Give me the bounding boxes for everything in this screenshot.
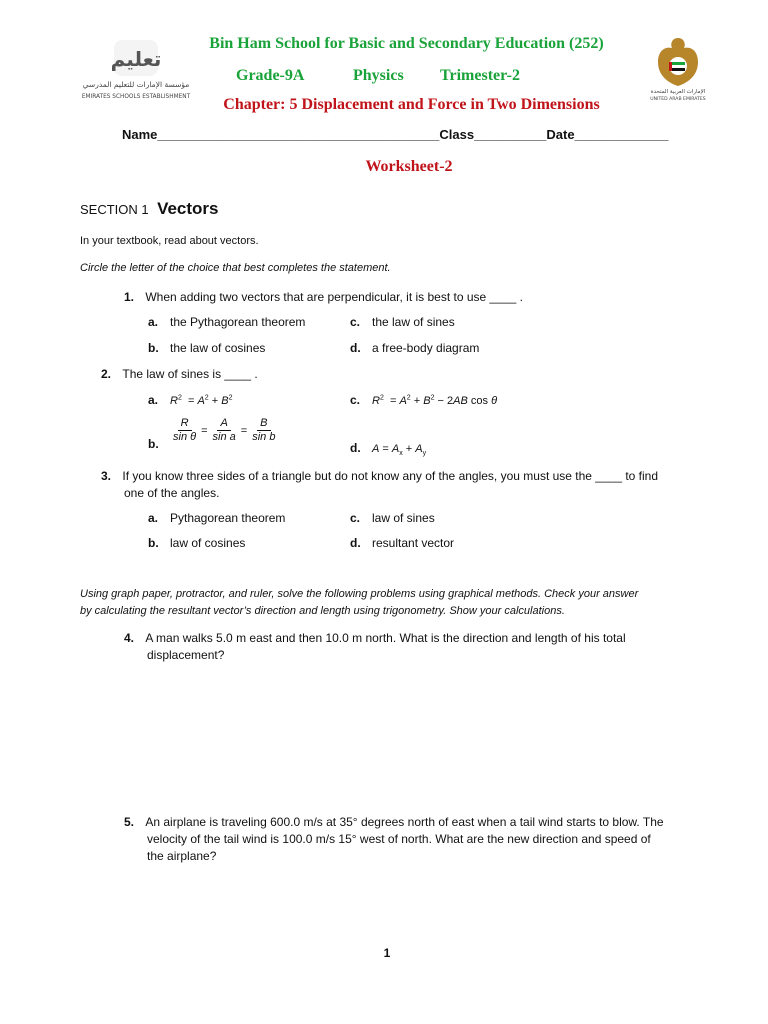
question-text: When adding two vectors that are perpendicular, it is best to use ____ .	[145, 290, 523, 304]
page-number: 1	[383, 946, 391, 960]
problem-number: 4.	[124, 631, 135, 645]
option-letter: d.	[350, 341, 361, 355]
option-2a[interactable]	[148, 393, 233, 407]
option-3c[interactable]	[350, 511, 435, 525]
subject-label: Physics	[353, 67, 404, 84]
option-text: resultant vector	[372, 536, 455, 550]
section-number: SECTION 1	[80, 202, 149, 217]
option-text: law of sines	[372, 511, 435, 525]
option-letter: b.	[148, 436, 159, 451]
school-name: Bin Ham School for Basic and Secondary Education (252)	[209, 35, 604, 52]
problem-text: An airplane is traveling 600.0 m/s at 35° degrees north of east when a tail wind starts to blow. The velocity of the tail wind is 100.0 m/s 15° west of north. What are the new direction and speed of the airplane?	[145, 815, 664, 863]
option-1a[interactable]	[148, 315, 305, 329]
option-2c[interactable]	[350, 393, 497, 407]
option-3b[interactable]	[148, 536, 245, 550]
question-number: 3.	[101, 469, 112, 483]
option-text: the law of sines	[372, 315, 455, 329]
option-letter: a.	[148, 315, 159, 329]
question-text: If you know three sides of a triangle but do not know any of the angles, you must use the ____ to find one of the angles.	[122, 469, 659, 500]
option-letter: d.	[350, 441, 361, 455]
question-number: 1.	[124, 290, 135, 304]
option-text: a free-body diagram	[372, 341, 480, 355]
fraction-a: $\frac{A}{\text{sin a}}$	[212, 417, 236, 443]
name-class-date-line: Name_______________________________________Class__________Date_____________	[122, 127, 669, 142]
fraction-r: $\frac{R}{\text{sin θ}}$	[173, 417, 197, 443]
option-1b[interactable]	[148, 341, 265, 355]
option-2b[interactable]	[148, 417, 278, 451]
option-text: law of cosines	[170, 536, 246, 550]
question-2	[101, 366, 661, 383]
logo-arabic-caption: مؤسسة الإمارات للتعليم المدرسي	[82, 80, 190, 89]
logo-arabic-word: تعليم	[110, 47, 162, 71]
grade-label: Grade-9A	[236, 67, 305, 84]
question-3	[101, 468, 661, 502]
problem-text: A man walks 5.0 m east and then 10.0 m north. What is the direction and length of his total displacement?	[145, 631, 626, 662]
emblem-arabic-caption: الإمارات العربية المتحدة	[650, 89, 706, 95]
emblem-english-caption: UNITED ARAB EMIRATES	[650, 97, 706, 102]
option-3d[interactable]	[350, 536, 454, 550]
option-text: Pythagorean theorem	[170, 511, 286, 525]
question-1	[124, 289, 684, 306]
option-letter: b.	[148, 536, 159, 550]
option-text: the Pythagorean theorem	[170, 315, 306, 329]
option-letter: a.	[148, 393, 159, 407]
logo-english-caption: EMIRATES SCHOOLS ESTABLISHMENT	[81, 94, 191, 100]
option-letter: d.	[350, 536, 361, 550]
option-1d[interactable]	[350, 341, 479, 355]
worksheet-title: Worksheet-2	[365, 158, 453, 175]
option-text: the law of cosines	[170, 341, 266, 355]
option-letter: b.	[148, 341, 159, 355]
problem-number: 5.	[124, 815, 135, 829]
instruction-text: Circle the letter of the choice that best completes the statement.	[80, 262, 391, 274]
intro-text: In your textbook, read about vectors.	[80, 235, 259, 247]
trimester-label: Trimester-2	[440, 67, 520, 84]
section-title: Vectors	[157, 199, 219, 218]
graphical-methods-instruction: Using graph paper, protractor, and ruler, solve the following problems using graphical methods. Check your answer by calculating the resultant vector’s direction and length using trigonometry. Show your calculations.	[80, 588, 639, 617]
question-text: The law of sines is ____ .	[122, 367, 258, 381]
problem-4	[124, 630, 669, 664]
formula-component-sum: $A = A_x + A_y$	[372, 443, 427, 458]
formula-pythagorean: $R^2 = A^2 + B^2$	[170, 394, 233, 407]
fraction-b: $\frac{B}{\text{sin b}}$	[252, 417, 276, 443]
option-letter: c.	[350, 393, 361, 407]
option-3a[interactable]	[148, 511, 285, 525]
question-number: 2.	[101, 367, 112, 381]
option-letter: a.	[148, 511, 159, 525]
chapter-title: Chapter: 5 Displacement and Force in Two Dimensions	[223, 96, 600, 113]
option-1c[interactable]	[350, 315, 455, 329]
section-heading	[80, 199, 219, 219]
option-letter: c.	[350, 511, 361, 525]
option-2d[interactable]	[350, 441, 426, 457]
formula-law-of-sines: $\frac{R}{\text{sin θ}}$ = $\frac{A}{\text{sin a}}$ = $\frac{B}{\text{sin b}}$	[170, 417, 278, 444]
option-letter: c.	[350, 315, 361, 329]
formula-law-of-cosines: $R^2 = A^2 + B^2 - 2AB$ cos θ	[372, 394, 498, 407]
problem-5	[124, 814, 669, 865]
